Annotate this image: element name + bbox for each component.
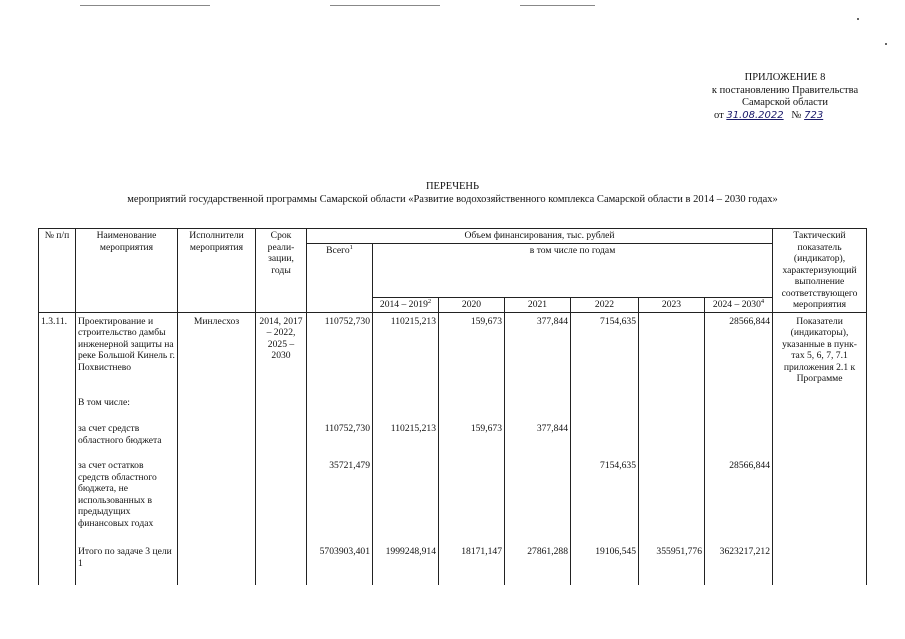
cell-executor: Минлесхоз bbox=[178, 312, 256, 396]
header-total bbox=[307, 243, 373, 312]
cell-y2020: 159,673 bbox=[439, 312, 505, 396]
table-row bbox=[39, 422, 867, 459]
cell-y2020: 159,673 bbox=[439, 422, 505, 459]
from-label: от bbox=[714, 109, 724, 121]
handwritten-number: 723 bbox=[804, 109, 824, 121]
cell-y2020: 18171,147 bbox=[439, 545, 505, 585]
cell-y2022: 19106,545 bbox=[571, 545, 639, 585]
cell-y2022: 7154,635 bbox=[571, 312, 639, 396]
cell-name: В том числе: bbox=[76, 396, 178, 422]
cell-y2024: 3623217,212 bbox=[705, 545, 773, 585]
cell-total: 110752,730 bbox=[307, 422, 373, 459]
header-y2023: 2023 bbox=[639, 298, 705, 313]
cell-y2021: 27861,288 bbox=[505, 545, 571, 585]
header-by-years: в том числе по годам bbox=[373, 243, 773, 298]
header-y1 bbox=[373, 298, 439, 313]
header-term: Срок реали- зации, годы bbox=[256, 229, 307, 313]
scan-line bbox=[80, 5, 210, 6]
handwritten-date: 31.08.2022 bbox=[726, 109, 784, 121]
table-row bbox=[39, 459, 867, 545]
cell-name: Итого по задаче 3 цели 1 bbox=[76, 545, 178, 585]
header-total-sup: 1 bbox=[349, 243, 353, 251]
appendix-header bbox=[690, 72, 880, 122]
table-row bbox=[39, 545, 867, 585]
cell-y1: 110215,213 bbox=[373, 422, 439, 459]
header-y2020: 2020 bbox=[439, 298, 505, 313]
cell-term: 2014, 2017 – 2022, 2025 – 2030 bbox=[256, 312, 307, 396]
scan-speck bbox=[857, 18, 859, 20]
cell-total: 110752,730 bbox=[307, 312, 373, 396]
cell-y2023 bbox=[639, 312, 705, 396]
header-y2024-text: 2024 – 2030 bbox=[712, 299, 761, 310]
header-y1-sup: 2 bbox=[427, 297, 432, 305]
scan-speck bbox=[885, 43, 887, 45]
cell-y1: 1999248,914 bbox=[373, 545, 439, 585]
cell-total: 5703903,401 bbox=[307, 545, 373, 585]
title-line2: мероприятий государственной программы Самарской области «Развитие водохозяйственного комплекса Самарской области в 2014 – 2030 годах» bbox=[127, 193, 778, 205]
header-y1-text: 2014 – 2019 bbox=[379, 299, 428, 310]
cell-name: за счет средств областного бюджета bbox=[76, 422, 178, 459]
cell-name: Проектирование и строительство дамбы инженерной защиты на реке Большой Кинель г. Похвистнево bbox=[76, 312, 178, 396]
measures-table bbox=[38, 228, 867, 585]
header-y2024 bbox=[705, 298, 773, 313]
cell-num: 1.3.11. bbox=[39, 312, 76, 396]
appendix-date-line bbox=[690, 110, 880, 123]
cell-name: за счет остатков средств областного бюджета, не использованных в предыдущих финансовых годах bbox=[76, 459, 178, 545]
number-label: № bbox=[791, 109, 802, 121]
table-row bbox=[39, 396, 867, 422]
header-funding: Объем финансирования, тыс. рублей bbox=[307, 229, 773, 244]
header-num: № п/п bbox=[39, 229, 76, 313]
appendix-line2: к постановлению Правительства bbox=[711, 84, 859, 96]
header-executor: Исполнители мероприятия bbox=[178, 229, 256, 313]
cell-indicator: Показатели (индикаторы), указанные в пунк- тах 5, 6, 7, 7.1 приложения 2.1 к Программе bbox=[773, 312, 867, 396]
cell-y2022: 7154,635 bbox=[571, 459, 639, 545]
cell-y2021: 377,844 bbox=[505, 422, 571, 459]
header-y2024-sup: 4 bbox=[760, 297, 765, 305]
appendix-line3: Самарской области bbox=[742, 97, 828, 108]
scan-line bbox=[520, 5, 595, 6]
document-title bbox=[0, 181, 905, 206]
cell-y1: 110215,213 bbox=[373, 312, 439, 396]
header-y2021: 2021 bbox=[505, 298, 571, 313]
cell-total: 35721,479 bbox=[307, 459, 373, 545]
appendix-line1: ПРИЛОЖЕНИЕ 8 bbox=[744, 72, 826, 83]
cell-y2021: 377,844 bbox=[505, 312, 571, 396]
header-indicator: Тактический показатель (индикатор), характеризующий выполнение соответствующего мероприятия bbox=[773, 229, 867, 313]
header-y2022: 2022 bbox=[571, 298, 639, 313]
cell-y2023: 355951,776 bbox=[639, 545, 705, 585]
title-line1: ПЕРЕЧЕНЬ bbox=[425, 181, 480, 192]
scan-line bbox=[330, 5, 440, 6]
header-name: Наименование мероприятия bbox=[76, 229, 178, 313]
table-row bbox=[39, 312, 867, 396]
header-total-text: Всего bbox=[326, 244, 350, 256]
cell-y2024: 28566,844 bbox=[705, 459, 773, 545]
cell-y2024: 28566,844 bbox=[705, 312, 773, 396]
